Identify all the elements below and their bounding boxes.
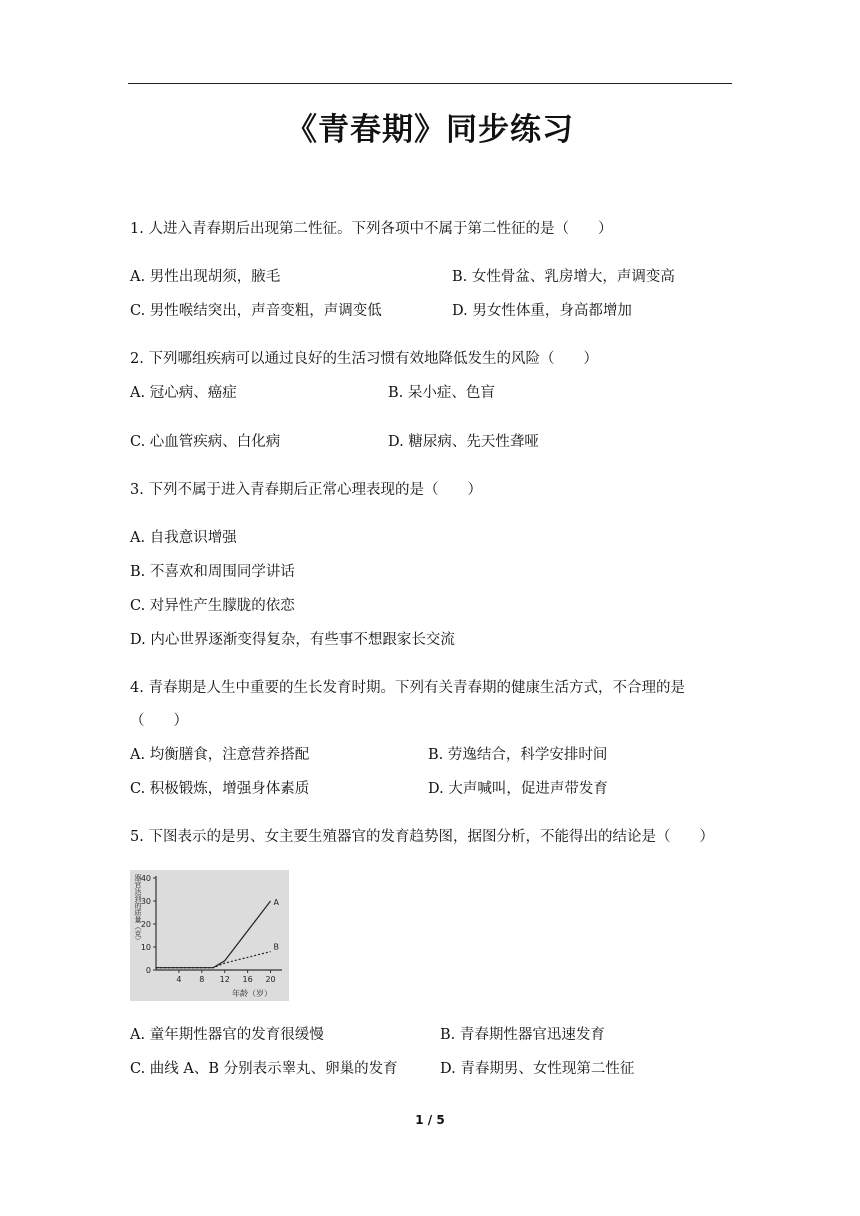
- question-1-stem: 1. 人进入青春期后出现第二性征。下列各项中不属于第二性征的是（ ）: [130, 221, 613, 237]
- x-tick-label: 12: [219, 975, 230, 984]
- x-tick-label: 4: [176, 975, 182, 984]
- question-4-option-b: B. 劳逸结合，科学安排时间: [428, 747, 608, 763]
- page-title: 《青春期》同步练习: [286, 112, 574, 148]
- x-tick-label: 16: [242, 975, 253, 984]
- question-5-option-d: D. 青春期男、女性现第二性征: [440, 1061, 635, 1077]
- question-3-option-b: B. 不喜欢和周围同学讲话: [130, 564, 295, 580]
- question-2-option-c: C. 心血管疾病、白化病: [130, 434, 281, 450]
- y-tick-label: 20: [140, 920, 151, 929]
- question-5-option-a: A. 童年期性器官的发育很缓慢: [130, 1027, 324, 1043]
- y-tick-label: 40: [140, 874, 151, 883]
- question-3-stem: 3. 下列不属于进入青春期后正常心理表现的是（ ）: [130, 482, 482, 498]
- y-tick-label: 10: [140, 943, 151, 952]
- question-5-option-c: C. 曲线 A、B 分别表示睾丸、卵巢的发育: [130, 1061, 398, 1077]
- question-4-stem: 4. 青春期是人生中重要的生长发育时期。下列有关青春期的健康生活方式，不合理的是: [130, 680, 685, 696]
- question-2-option-b: B. 呆小症、色盲: [388, 385, 495, 401]
- y-axis-label: 器官达到的质量（克）: [134, 874, 142, 944]
- question-4-option-d: D. 大声喊叫，促进声带发育: [428, 781, 608, 797]
- question-1-option-d: D. 男女性体重，身高都增加: [452, 303, 632, 319]
- series-label-b: B: [273, 942, 280, 952]
- question-1-option-c: C. 男性喉结突出，声音变粗，声调变低: [130, 303, 382, 319]
- question-5-option-b: B. 青春期性器官迅速发育: [440, 1027, 605, 1043]
- x-tick-label: 20: [265, 975, 276, 984]
- question-5-stem: 5. 下图表示的是男、女主要生殖器官的发育趋势图，据图分析，不能得出的结论是（ ）: [130, 829, 714, 845]
- question-1-option-b: B. 女性骨盆、乳房增大，声调变高: [452, 269, 675, 285]
- question-1-option-a: A. 男性出现胡须，腋毛: [130, 269, 281, 285]
- page-number: 1 / 5: [415, 1113, 445, 1127]
- question-3-option-c: C. 对异性产生朦胧的依恋: [130, 598, 295, 614]
- growth-chart: [130, 870, 289, 1001]
- question-4-option-c: C. 积极锻炼，增强身体素质: [130, 781, 310, 797]
- y-tick-label: 30: [140, 897, 151, 906]
- question-3-option-a: A. 自我意识增强: [130, 530, 237, 546]
- header-rule: [128, 83, 732, 84]
- x-tick-label: 8: [199, 975, 205, 984]
- y-tick-label: 0: [145, 966, 151, 975]
- question-2-option-a: A. 冠心病、癌症: [130, 385, 237, 401]
- question-2-stem: 2. 下列哪组疾病可以通过良好的生活习惯有效地降低发生的风险（ ）: [130, 351, 598, 367]
- question-3-option-d: D. 内心世界逐渐变得复杂，有些事不想跟家长交流: [130, 632, 455, 648]
- question-4-option-a: A. 均衡膳食，注意营养搭配: [130, 747, 310, 763]
- x-axis-label: 年龄（岁）: [232, 989, 272, 998]
- question-2-option-d: D. 糖尿病、先天性聋哑: [388, 434, 539, 450]
- question-4-stem-cont: （ ）: [130, 713, 188, 729]
- series-label-a: A: [273, 898, 280, 907]
